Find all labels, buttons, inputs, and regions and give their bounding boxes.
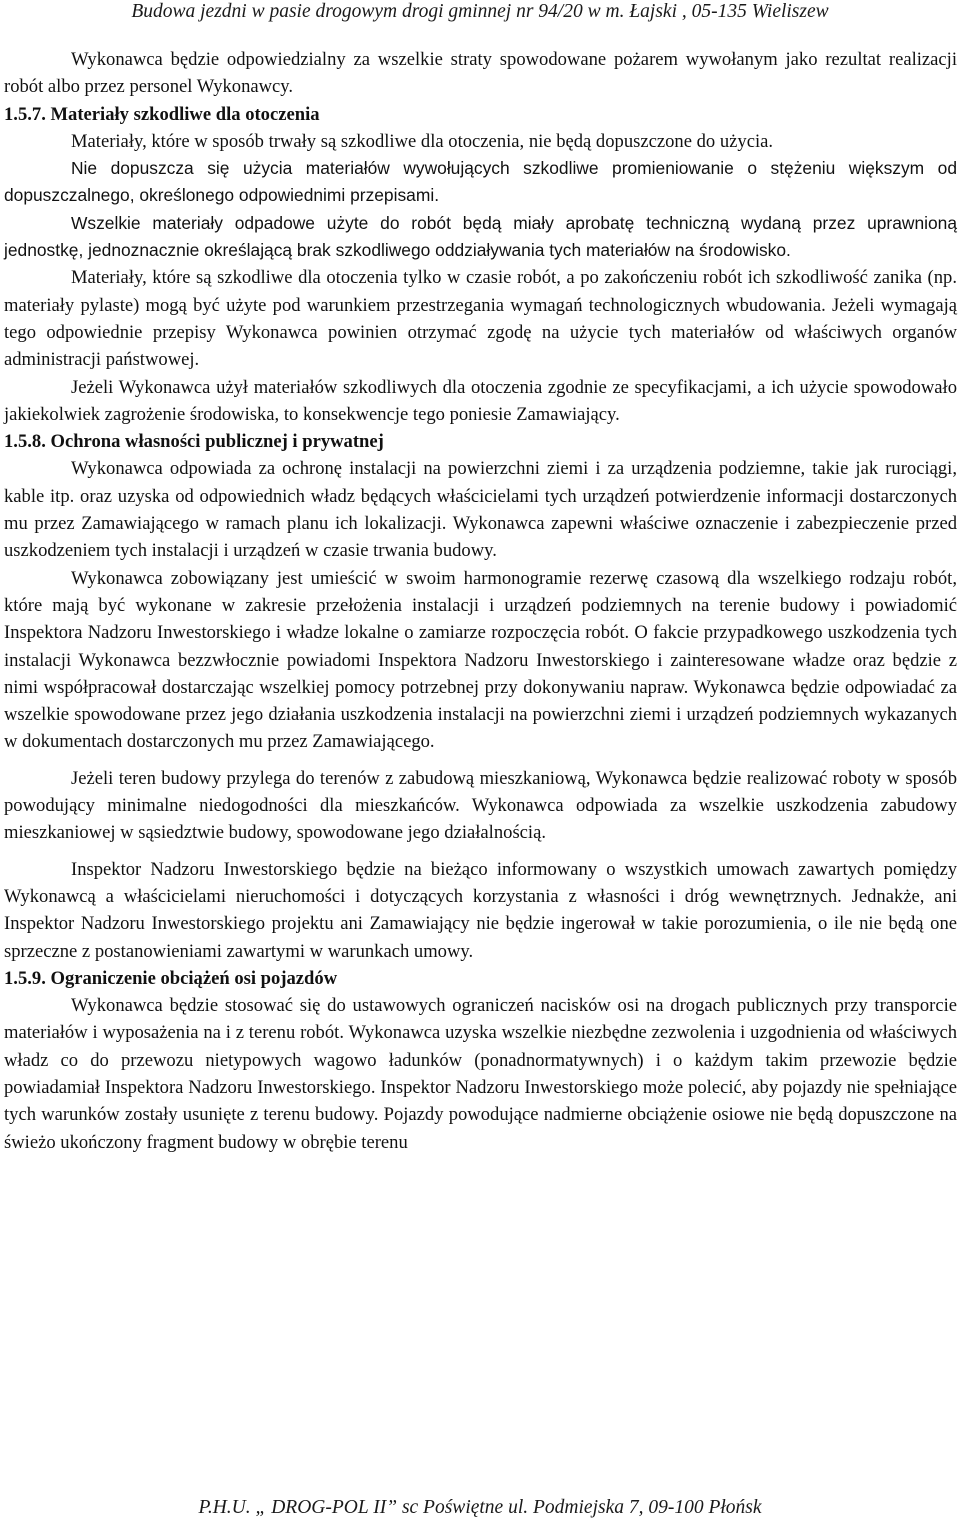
page-header: Budowa jezdni w pasie drogowym drogi gminnej nr 94/20 w m. Łajski , 05-135 Wieliszew bbox=[131, 1, 829, 22]
paragraph: Wszelkie materiały odpadowe użyte do robót będą miały aprobatę techniczną wydaną przez uprawnioną jednostkę, jednoznacznie określającą brak szkodliwego oddziaływania tych materiałów na środowisko. bbox=[4, 212, 957, 261]
section-title: Ochrona własności publicznej i prywatnej bbox=[50, 431, 384, 453]
page-footer: P.H.U. „ DROG-POL II” sc Poświętne ul. Podmiejska 7, 09-100 Płońsk bbox=[198, 1497, 762, 1518]
section-heading-1-5-8 bbox=[4, 428, 957, 455]
section-number: 1.5.7. bbox=[4, 103, 46, 125]
paragraph: Inspektor Nadzoru Inwestorskiego będzie na bieżąco informowany o wszystkich umowach zawartych pomiędzy Wykonawcą a właścicielami nieruchomości i dotyczących korzystania z własności i dróg wewnętrznych. Jednakże, ani Inspektor Nadzoru Inwestorskiego projektu ani Zamawiający nie będzie ingerował w takie porozumienia, o ile nie będą one sprzeczne z postanowieniami zawartymi w warunkach umowy. bbox=[4, 858, 957, 962]
paragraph: Materiały, które są szkodliwe dla otoczenia tylko w czasie robót, a po zakończeniu robót ich szkodliwość zanika (np. materiały pylaste) mogą być użyte pod warunkiem przestrzegania wymagań technologicznych wbudowania. Jeżeli wymagają tego odpowiednie przepisy Wykonawca powinien otrzymać zgodę na użycie tych materiałów od właściwych organów administracji państwowej. bbox=[4, 267, 957, 371]
document-body bbox=[4, 46, 957, 1156]
paragraph-fire-liability: Wykonawca będzie odpowiedzialny za wszelkie straty spowodowane pożarem wywołanym jako rezultat realizacji robót albo przez personel Wykonawcy. bbox=[4, 49, 957, 98]
paragraph: Wykonawca odpowiada za ochronę instalacji na powierzchni ziemi i za urządzenia podziemne, takie jak rurociągi, kable itp. oraz uzyska od odpowiednich władz będących właścicielami tych urządzeń potwierdzenie informacji dostarczonych mu przez Zamawiającego w ramach planu ich lokalizacji. Wykonawca zapewni właściwe oznaczenie i zabezpieczenie przed uszkodzeniem tych instalacji i urządzeń w czasie trwania budowy. bbox=[4, 458, 957, 562]
paragraph: Jeżeli Wykonawca użył materiałów szkodliwych dla otoczenia zgodnie ze specyfikacjami, a ich użycie spowodowało jakiekolwiek zagrożenie środowiska, to konsekwencje tego poniesie Zamawiający. bbox=[4, 376, 957, 425]
paragraph: Wykonawca będzie stosować się do ustawowych ograniczeń nacisków osi na drogach publicznych przy transporcie materiałów i wyposażenia na i z terenu robót. Wykonawca uzyska wszelkie niezbędne zezwolenia i uzgodnienia od właściwych władz co do przewozu nietypowych wagowo ładunków (ponadnormatywnych) i o każdym takim przewozie będzie powiadamiał Inspektora Nadzoru Inwestorskiego. Inspektor Nadzoru Inwestorskiego może polecić, aby pojazdy nie spełniające tych warunków zostały usunięte z terenu budowy. Pojazdy powodujące nadmierne obciążenie osiowe nie będą dopuszczone na świeżo ukończony fragment budowy w obrębie terenu bbox=[4, 995, 957, 1153]
paragraph: Nie dopuszcza się użycia materiałów wywołujących szkodliwe promieniowanie o stężeniu większym od dopuszczalnego, określonego odpowiednimi przepisami. bbox=[4, 158, 957, 206]
paragraph: Jeżeli teren budowy przylega do terenów z zabudową mieszkaniową, Wykonawca będzie realizować roboty w sposób powodujący minimalne niedogodności dla mieszkańców. Wykonawca odpowiada za wszelkie uszkodzenia zabudowy mieszkaniowej w sąsiedztwie budowy, spowodowane jego działalnością. bbox=[4, 767, 957, 844]
section-title: Ograniczenie obciążeń osi pojazdów bbox=[50, 967, 338, 989]
paragraph: Materiały, które w sposób trwały są szkodliwe dla otoczenia, nie będą dopuszczone do użycia. bbox=[71, 130, 774, 152]
section-number: 1.5.8. bbox=[4, 431, 46, 453]
paragraph: Wykonawca zobowiązany jest umieścić w swoim harmonogramie rezerwę czasową dla wszelkiego rodzaju robót, które mają być wykonane w zakresie przełożenia instalacji i urządzeń podziemnych na terenie budowy i powiadomić Inspektora Nadzoru Inwestorskiego i władze lokalne o zamiarze rozpoczęcia robót. O fakcie przypadkowego uszkodzenia tych instalacji Wykonawca bezzwłocznie powiadomi Inspektora Nadzoru Inwestorskiego i zainteresowane władze oraz będzie z nimi współpracował dostarczając wszelkiej pomocy potrzebnej przy dokonywaniu napraw. Wykonawca będzie odpowiadać za wszelkie spowodowane przez jego działania uszkodzenia instalacji na powierzchni ziemi i urządzeń podziemnych wykazanych w dokumentach dostarczonych mu przez Zamawiającego. bbox=[4, 567, 957, 753]
section-heading-1-5-7 bbox=[4, 101, 957, 128]
section-heading-1-5-9 bbox=[4, 965, 957, 992]
section-number: 1.5.9. bbox=[4, 967, 46, 989]
section-title: Materiały szkodliwe dla otoczenia bbox=[50, 103, 320, 125]
